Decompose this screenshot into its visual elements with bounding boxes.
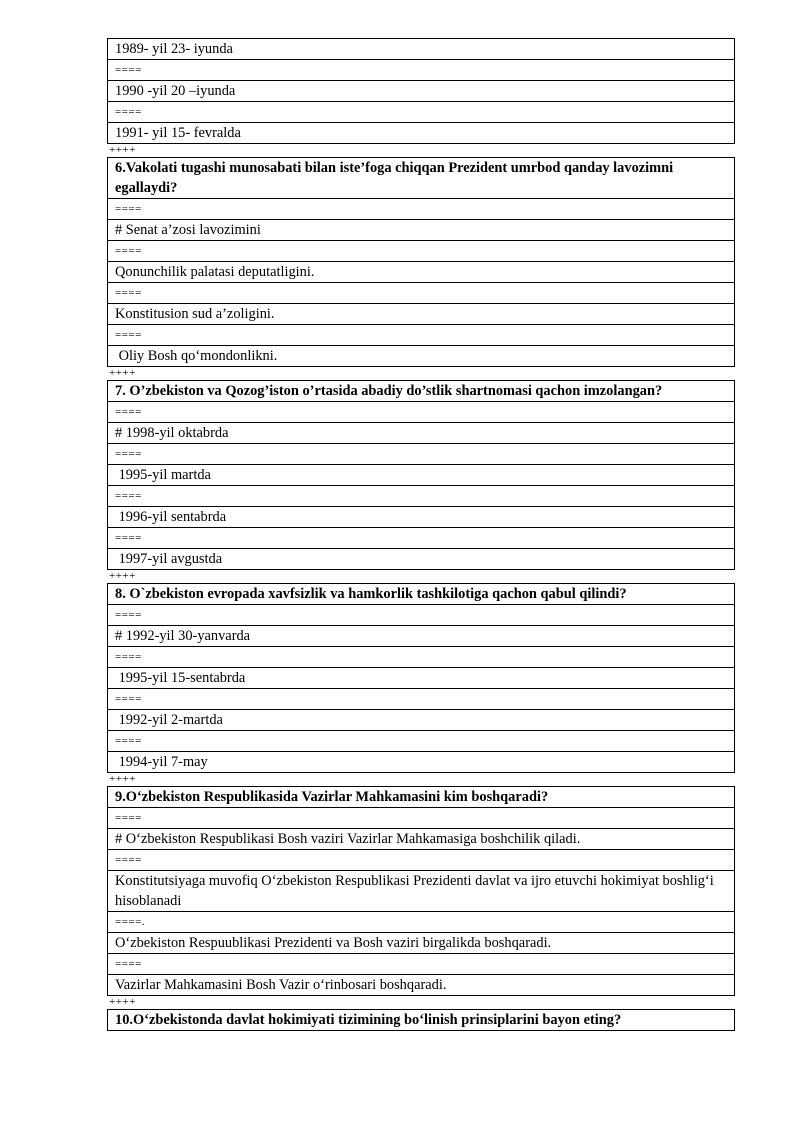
question-divider: ++++ (109, 996, 136, 1008)
separator: ==== (107, 444, 735, 465)
question-10: 10.O‘zbekistonda davlat hokimiyati tizimining bo‘linish prinsiplarini bayon eting? (107, 1009, 735, 1031)
answer-option: 1997-yil avgustda (107, 549, 735, 570)
separator: ==== (107, 325, 735, 346)
correct-answer: # Senat a’zosi lavozimini (107, 220, 735, 241)
question-7: 7. O’zbekiston va Qozog’iston o’rtasida abadiy do’stlik shartnomasi qachon imzolangan? (107, 380, 735, 402)
answer-option: 1989- yil 23- iyunda (107, 38, 735, 60)
correct-answer: # 1992-yil 30-yanvarda (107, 626, 735, 647)
separator: ==== (107, 199, 735, 220)
answer-option: 1995-yil martda (107, 465, 735, 486)
question-divider: ++++ (109, 367, 136, 379)
question-8: 8. O`zbekiston evropada xavfsizlik va hamkorlik tashkilotiga qachon qabul qilindi? (107, 583, 735, 605)
answer-option: O‘zbekiston Respuublikasi Prezidenti va Bosh vaziri birgalikda boshqaradi. (107, 933, 735, 954)
separator: ==== (107, 731, 735, 752)
answer-option: Oliy Bosh qo‘mondonlikni. (107, 346, 735, 367)
separator: ==== (107, 808, 735, 829)
answer-option: Qonunchilik palatasi deputatligini. (107, 262, 735, 283)
separator: ==== (107, 954, 735, 975)
answer-option: 1994-yil 7-may (107, 752, 735, 773)
answer-option: 1992-yil 2-martda (107, 710, 735, 731)
separator: ==== (107, 689, 735, 710)
question-divider: ++++ (109, 570, 136, 582)
answer-option: 1996-yil sentabrda (107, 507, 735, 528)
separator: ==== (107, 102, 735, 123)
answer-option: 1991- yil 15- fevralda (107, 123, 735, 144)
separator: ==== (107, 60, 735, 81)
separator: ==== (107, 528, 735, 549)
separator: ==== (107, 486, 735, 507)
question-divider: ++++ (109, 144, 136, 156)
separator: ==== (107, 402, 735, 423)
separator: ==== (107, 605, 735, 626)
answer-option: 1995-yil 15-sentabrda (107, 668, 735, 689)
separator: ==== (107, 241, 735, 262)
question-9: 9.O‘zbekiston Respublikasida Vazirlar Mahkamasini kim boshqaradi? (107, 786, 735, 808)
question-divider: ++++ (109, 773, 136, 785)
answer-option: Konstitusion sud a’zoligini. (107, 304, 735, 325)
correct-answer: # 1998-yil oktabrda (107, 423, 735, 444)
correct-answer: # O‘zbekiston Respublikasi Bosh vaziri Vazirlar Mahkamasiga boshchilik qiladi. (107, 829, 735, 850)
answer-option: 1990 -yil 20 –iyunda (107, 81, 735, 102)
separator: ==== (107, 850, 735, 871)
answer-option: Vazirlar Mahkamasini Bosh Vazir o‘rinbosari boshqaradi. (107, 975, 735, 996)
answer-option: Konstitutsiyaga muvofiq O‘zbekiston Respublikasi Prezidenti davlat va ijro etuvchi hokimiyat boshlig‘i hisoblanadi (107, 871, 735, 912)
separator: ==== (107, 283, 735, 304)
separator: ====. (107, 912, 735, 933)
quiz-document (107, 38, 735, 1031)
question-6: 6.Vakolati tugashi munosabati bilan iste’foga chiqqan Prezident umrbod qanday lavozimni egallaydi? (107, 157, 735, 199)
separator: ==== (107, 647, 735, 668)
